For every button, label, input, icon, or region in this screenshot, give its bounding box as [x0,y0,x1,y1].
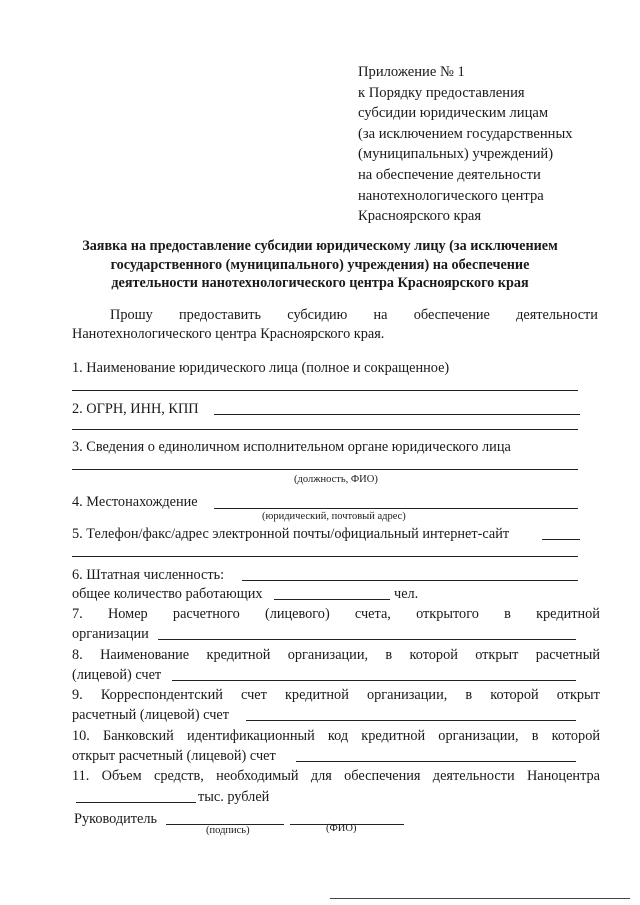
appendix-line: на обеспечение деятельности [358,166,541,183]
field-6b-label: общее количество работающих [72,586,263,602]
field-9-word: Корреспондентский [100,687,223,703]
field-8-label: (лицевой) счет [72,667,162,683]
field-8-word: расчетный [535,647,600,663]
appendix-line: Красноярского края [358,208,482,225]
field-11-line-1 [72,767,600,786]
field-2-line-extra[interactable] [72,429,578,430]
title-line: государственного (муниципального) учреждения) на обеспечение [110,256,530,273]
field-5-line[interactable] [542,539,580,540]
field-11-word: необходимый [216,768,299,784]
field-10-word: организации, [438,728,519,744]
field-9-word: в [465,687,473,703]
request-word: предоставить [179,307,262,323]
field-10-word: кредитной [361,728,426,744]
field-10-word: Банковский [103,728,174,744]
field-11-word: Наноцентра [526,768,600,784]
field-8-word: которой [409,647,458,663]
title-line: Заявка на предоставление субсидии юридическому лицу (за исключением [82,238,558,254]
field-7-word: открытого [416,606,479,622]
field-1-label: 1. Наименование юридического лица (полное и сокращенное) [72,360,450,376]
field-10-label: открыт расчетный (лицевой) счет [72,748,276,764]
field-9-line-1 [72,686,600,705]
request-word: на [373,307,388,323]
field-8-word: организации, [287,647,369,663]
field-7-word: Номер [107,606,148,622]
field-10-word: 10. [72,728,90,744]
field-4-hint: (юридический, почтовый адрес) [262,511,406,522]
title-line: деятельности нанотехнологического центра Красноярского края [111,275,529,291]
appendix-line: к Порядку предоставления [358,84,525,101]
field-7-word: кредитной [536,606,600,622]
field-4-line[interactable] [214,508,578,509]
field-7-word: счета, [354,606,391,622]
field-1-line[interactable] [72,390,578,391]
field-5-line-extra[interactable] [72,556,578,557]
field-3-hint: (должность, ФИО) [294,474,378,485]
field-8-word: кредитной [206,647,271,663]
field-10-word: идентификационный [186,728,315,744]
field-8-line[interactable] [172,680,576,681]
request-line-2: Нанотехнологического центра Красноярского края. [72,326,385,342]
appendix-header [358,62,573,227]
appendix-line: нанотехнологического центра [358,187,544,204]
request-line-1 [110,306,598,325]
field-11-line[interactable] [76,802,196,803]
field-10-word: в [531,728,539,744]
appendix-line: (за исключением государственных [358,125,573,142]
signature-hint: (подпись) [206,825,250,836]
field-11-word: Объем [101,768,142,784]
request-word: Прошу [110,307,153,323]
field-11-word: деятельности [432,768,515,784]
field-2-label: 2. ОГРН, ИНН, КПП [72,401,199,417]
field-11-word: обеспечения [344,768,421,784]
field-9-word: организации, [366,687,448,703]
field-7-line[interactable] [158,639,576,640]
request-word: субсидию [287,307,348,323]
field-6-label: 6. Штатная численность: [72,567,225,583]
appendix-line: Приложение № 1 [358,64,465,80]
field-3-label: 3. Сведения о единоличном исполнительном органе юридического лица [72,439,511,455]
request-word: обеспечение [413,307,490,323]
field-9-label: расчетный (лицевой) счет [72,707,229,723]
field-4-label: 4. Местонахождение [72,494,198,510]
field-7-word: расчетного [172,606,240,622]
field-7-line-1 [72,605,600,624]
field-7-word: 7. [72,606,83,622]
field-10-word: которой [551,728,600,744]
field-7-word: (лицевого) [264,606,330,622]
field-9-line[interactable] [246,720,576,721]
field-2-line[interactable] [214,414,580,415]
field-8-line-1 [72,646,600,665]
signature-label: Руководитель [74,811,158,827]
field-9-word: 9. [72,687,83,703]
appendix-line: субсидии юридическим лицам [358,105,549,122]
field-8-word: Наименование [100,647,190,663]
request-word: деятельности [516,307,598,323]
field-11-word: для [310,768,332,784]
field-6b-line[interactable] [274,599,390,600]
appendix-line: (муниципальных) учреждений) [358,146,554,163]
field-7-label: организации [72,626,149,642]
field-8-word: 8. [72,647,83,663]
field-10-word: код [327,728,349,744]
name-hint: (ФИО) [326,823,357,834]
field-6-line[interactable] [242,580,578,581]
field-10-line[interactable] [296,761,576,762]
field-9-word: которой [490,687,539,703]
field-8-word: открыт [475,647,519,663]
field-11-word: 11. [72,768,90,784]
field-8-word: в [385,647,393,663]
field-11-word: средств, [153,768,204,784]
field-9-word: счет [241,687,267,703]
form-title [40,237,600,293]
field-9-word: кредитной [284,687,349,703]
field-5-label: 5. Телефон/факс/адрес электронной почты/официальный интернет-сайт [72,526,510,542]
scan-edge-line [330,898,630,899]
field-10-line-1 [72,727,600,746]
field-6-unit: чел. [394,586,419,602]
field-11-unit: тыс. рублей [198,789,270,805]
field-9-word: открыт [556,687,600,703]
field-7-word: в [504,606,511,622]
field-3-line[interactable] [72,469,578,470]
